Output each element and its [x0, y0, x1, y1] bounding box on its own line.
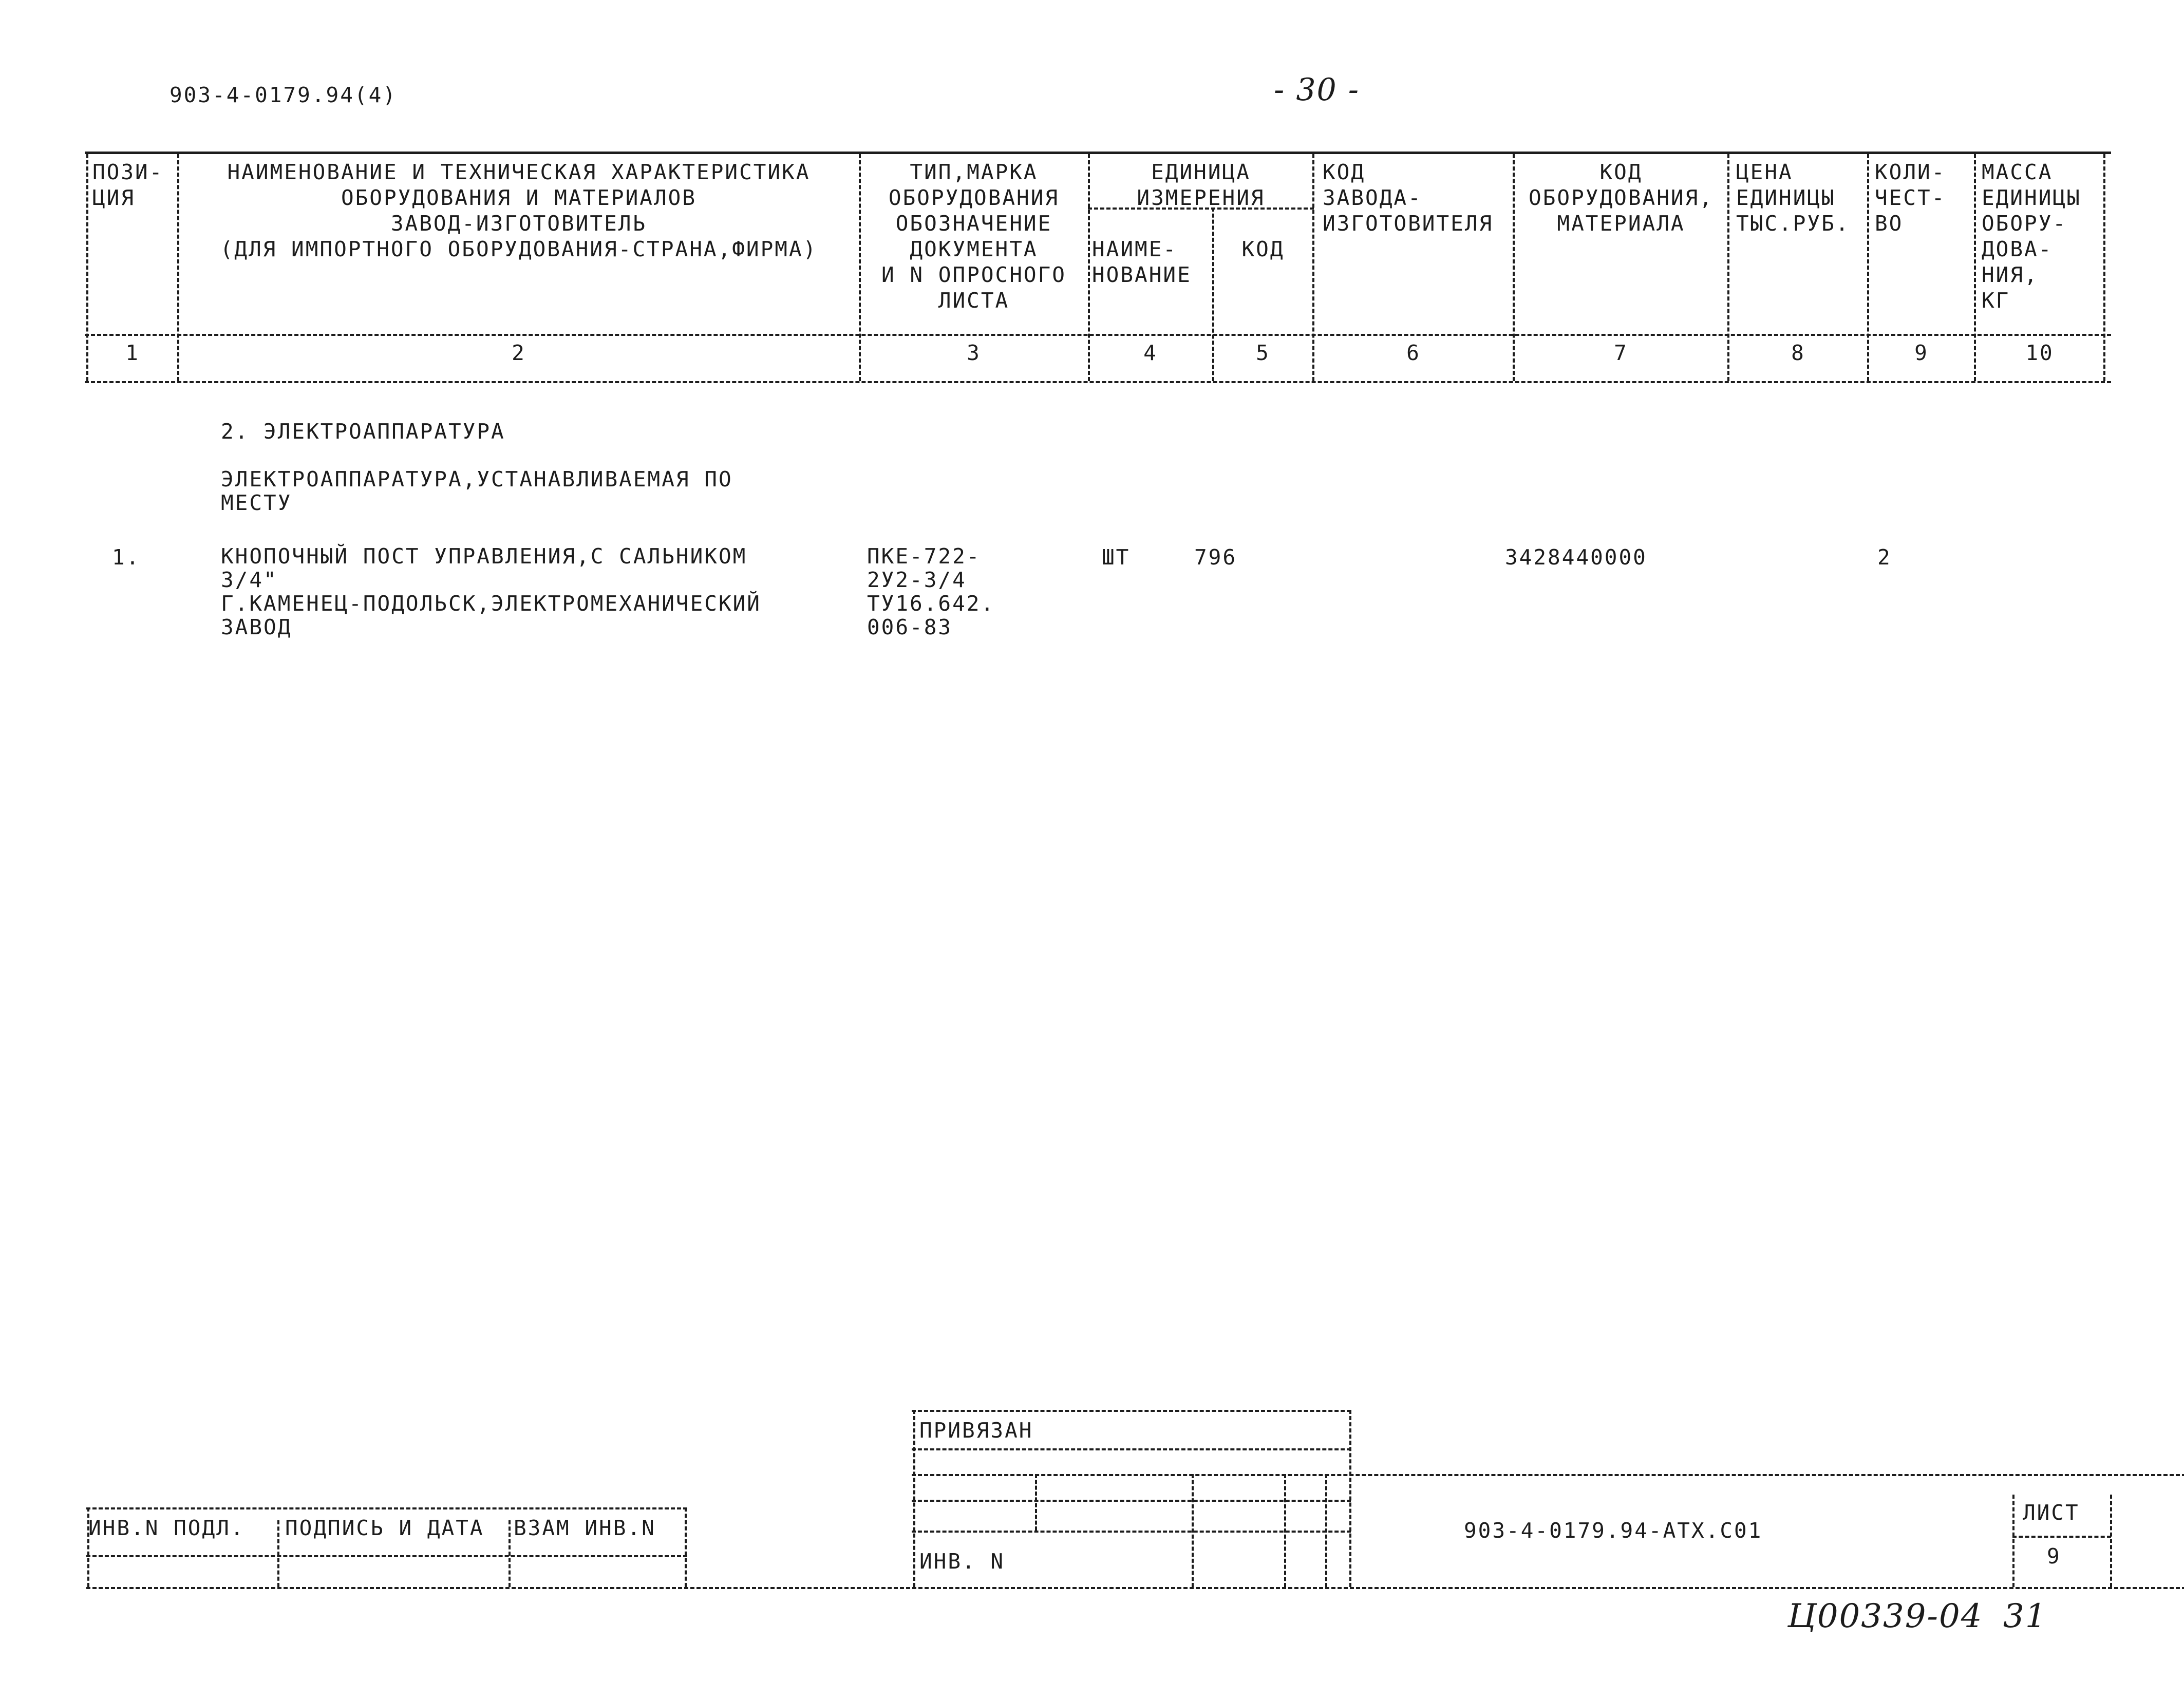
table-top-rule: [85, 152, 2111, 154]
stamp-header-replace: ВЗАМ ИНВ.N: [514, 1516, 656, 1540]
stamp-left-v1: [277, 1520, 279, 1587]
col-number-1: 1: [125, 341, 140, 365]
stamp-mid-top: [912, 1410, 1351, 1412]
item-type: ПКЕ-722- 2У2-3/4 ТУ16.642. 006-83: [867, 544, 995, 639]
header-col7: КОД ОБОРУДОВАНИЯ, МАТЕРИАЛА: [1529, 160, 1714, 236]
header-col8: ЦЕНА ЕДИНИЦЫ ТЫС.РУБ.: [1736, 160, 1850, 236]
col-line-10: [2103, 154, 2105, 381]
handwritten-code: Ц00339-04: [1787, 1597, 1983, 1635]
col-number-9: 9: [1914, 341, 1929, 365]
stamp-mid-r1: [912, 1448, 1351, 1450]
col-line-1: [177, 154, 179, 381]
stamp-left-top: [86, 1507, 687, 1509]
stamp-mid-r2: [912, 1474, 2184, 1476]
stamp-left-v2: [509, 1520, 511, 1587]
stamp-tied-label: ПРИВЯЗАН: [919, 1418, 1033, 1443]
col-line-5: [1312, 154, 1314, 381]
stamp-mid-v0: [913, 1410, 915, 1587]
header-col5: КОД: [1241, 237, 1285, 261]
stamp-mid-v1: [1035, 1474, 1037, 1531]
stamp-bottom: [86, 1587, 2184, 1589]
col-line-6: [1513, 154, 1515, 381]
header-col10: МАССА ЕДИНИЦЫ ОБОРУ- ДОВА- НИЯ, КГ: [1982, 160, 2081, 313]
item-quantity: 2: [1877, 545, 1892, 570]
stamp-header-sign: ПОДПИСЬ И ДАТА: [285, 1516, 484, 1540]
sheet-v0: [2012, 1495, 2014, 1587]
header-col6: КОД ЗАВОДА- ИЗГОТОВИТЕЛЯ: [1323, 160, 1494, 236]
stamp-left-mid: [86, 1555, 687, 1557]
sheet-mid-rule: [2012, 1536, 2111, 1538]
page-number: - 30 -: [1274, 72, 1360, 108]
col-number-8: 8: [1791, 341, 1805, 365]
section-title: 2. ЭЛЕКТРОАППАРАТУРА: [221, 419, 505, 444]
item-unit-code: 796: [1194, 545, 1237, 570]
header-col3: ТИП,МАРКА ОБОРУДОВАНИЯ ОБОЗНАЧЕНИЕ ДОКУМЕНТА И N ОПРОСНОГО ЛИСТА: [881, 160, 1066, 313]
sheet-label: ЛИСТ: [2023, 1500, 2080, 1525]
stamp-mid-v4: [1325, 1474, 1327, 1587]
document-code: 903-4-0179.94(4): [170, 83, 397, 107]
stamp-inv-label: ИНВ. N: [919, 1549, 1005, 1574]
sheet-number: 9: [2047, 1544, 2061, 1569]
header-col9: КОЛИ- ЧЕСТ- ВО: [1875, 160, 1946, 236]
stamp-left-v3: [685, 1507, 687, 1587]
header-col2: НАИМЕНОВАНИЕ И ТЕХНИЧЕСКАЯ ХАРАКТЕРИСТИКА ОБОРУДОВАНИЯ И МАТЕРИАЛОВ ЗАВОД-ИЗГОТОВИТЕЛЬ (ДЛЯ ИМПОРТНОГО ОБОРУДОВАНИЯ-СТРАНА,ФИРМА): [220, 160, 818, 261]
stamp-mid-v2: [1192, 1474, 1194, 1587]
col-line-9: [1974, 154, 1976, 381]
stamp-mid-v3: [1284, 1474, 1286, 1587]
document-designation: 903-4-0179.94-АТХ.С01: [1464, 1518, 1763, 1543]
item-equipment-code: 3428440000: [1505, 545, 1647, 570]
col-number-7: 7: [1614, 341, 1628, 365]
col-number-3: 3: [967, 341, 981, 365]
header-col4: НАИМЕ- НОВАНИЕ: [1092, 237, 1192, 287]
sheet-v1: [2110, 1495, 2112, 1587]
col-number-5: 5: [1256, 341, 1270, 365]
header-col1: ПОЗИ- ЦИЯ: [92, 160, 164, 210]
col-number-4: 4: [1143, 341, 1158, 365]
subsection-title: ЭЛЕКТРОАППАРАТУРА,УСТАНАВЛИВАЕМАЯ ПО МЕСТУ: [221, 467, 733, 515]
item-position: 1.: [112, 545, 141, 570]
item-unit-name: ШТ: [1102, 545, 1131, 570]
col-line-7: [1727, 154, 1729, 381]
header-bottom-rule: [85, 334, 2111, 336]
stamp-mid-v5: [1349, 1410, 1351, 1587]
col-number-6: 6: [1406, 341, 1421, 365]
number-row-bottom-rule: [85, 381, 2111, 383]
header-unit-group: ЕДИНИЦА ИЗМЕРЕНИЯ: [1137, 160, 1265, 210]
handwritten-page: 31: [2003, 1597, 2047, 1635]
col-number-10: 10: [2025, 341, 2054, 365]
item-name: КНОПОЧНЫЙ ПОСТ УПРАВЛЕНИЯ,С САЛЬНИКОМ 3/4" Г.КАМЕНЕЦ-ПОДОЛЬСК,ЭЛЕКТРОМЕХАНИЧЕСКИЙ ЗАВОД: [221, 544, 761, 639]
col-line-8: [1867, 154, 1869, 381]
stamp-header-inv: ИНВ.N ПОДЛ.: [88, 1516, 245, 1540]
col-number-2: 2: [512, 341, 526, 365]
